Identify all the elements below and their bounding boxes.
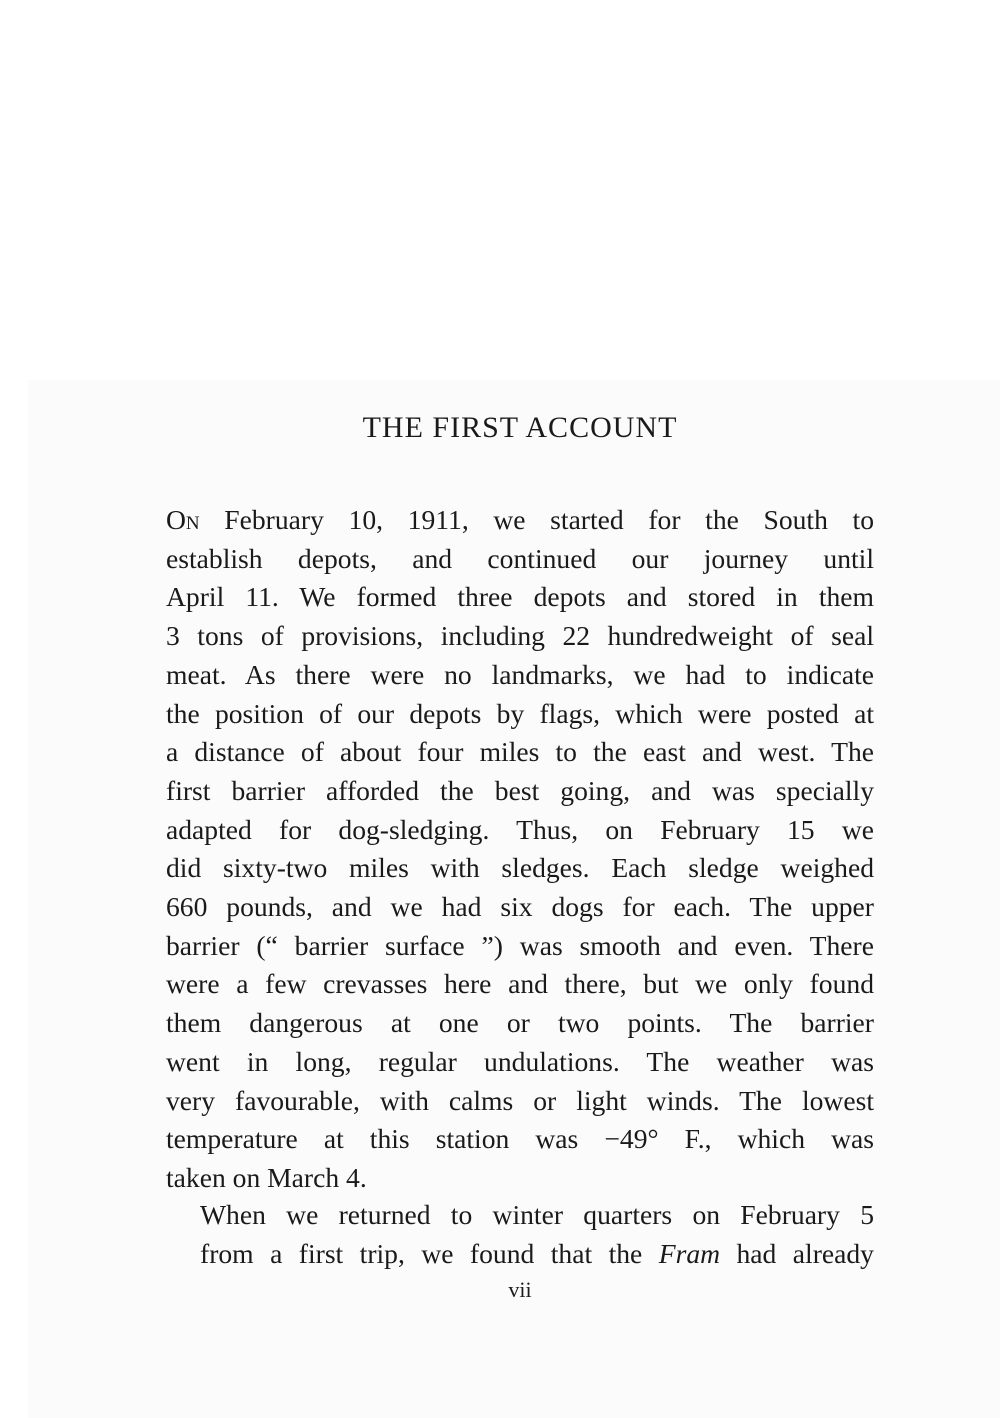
text-line: adapted for dog-sledging. Thus, on February 15 we bbox=[166, 813, 874, 845]
text-line: a distance of about four miles to the east and west. The bbox=[166, 736, 874, 768]
text-line: went in long, regular undulations. The weather was bbox=[166, 1045, 874, 1077]
paragraph-1 bbox=[166, 501, 874, 1198]
text-line-content: had already bbox=[720, 1237, 874, 1269]
text-line: establish depots, and continued our journey until bbox=[166, 542, 874, 574]
text-line bbox=[166, 501, 874, 540]
text-line: first barrier afforded the best going, and was specially bbox=[166, 774, 874, 806]
text-line: taken on March 4. bbox=[166, 1161, 367, 1193]
text-line: temperature at this station was −49° F., which was bbox=[166, 1123, 874, 1155]
text-line bbox=[166, 1235, 874, 1274]
chapter-title: THE FIRST ACCOUNT bbox=[362, 411, 678, 444]
text-line: April 11. We formed three depots and stored in them bbox=[166, 581, 874, 613]
text-line: very favourable, with calms or light winds. The lowest bbox=[166, 1084, 874, 1116]
text-line: them dangerous at one or two points. The barrier bbox=[166, 1007, 874, 1039]
text-line: were a few crevasses here and there, but we only found bbox=[166, 968, 874, 1000]
text-line: 660 pounds, and we had six dogs for each. The upper bbox=[166, 891, 874, 923]
ship-name: Fram bbox=[658, 1237, 721, 1269]
text-line: did sixty-two miles with sledges. Each sledge weighed bbox=[166, 852, 874, 884]
opening-words: On bbox=[166, 504, 200, 535]
paragraph-2 bbox=[166, 1196, 874, 1273]
text-line: 3 tons of provisions, including 22 hundredweight of seal bbox=[166, 620, 874, 652]
text-line: the position of our depots by flags, which were posted at bbox=[166, 697, 874, 729]
text-line-content: from a first trip, we found that the bbox=[200, 1237, 659, 1269]
page-number: vii bbox=[508, 1277, 532, 1302]
text-line: When we returned to winter quarters on February 5 bbox=[200, 1199, 874, 1230]
text-line-content: February 10, 1911, we started for the South to bbox=[199, 504, 874, 535]
text-line: meat. As there were no landmarks, we had to indicate bbox=[166, 658, 874, 690]
text-line: barrier (“ barrier surface ”) was smooth and even. There bbox=[166, 929, 874, 961]
